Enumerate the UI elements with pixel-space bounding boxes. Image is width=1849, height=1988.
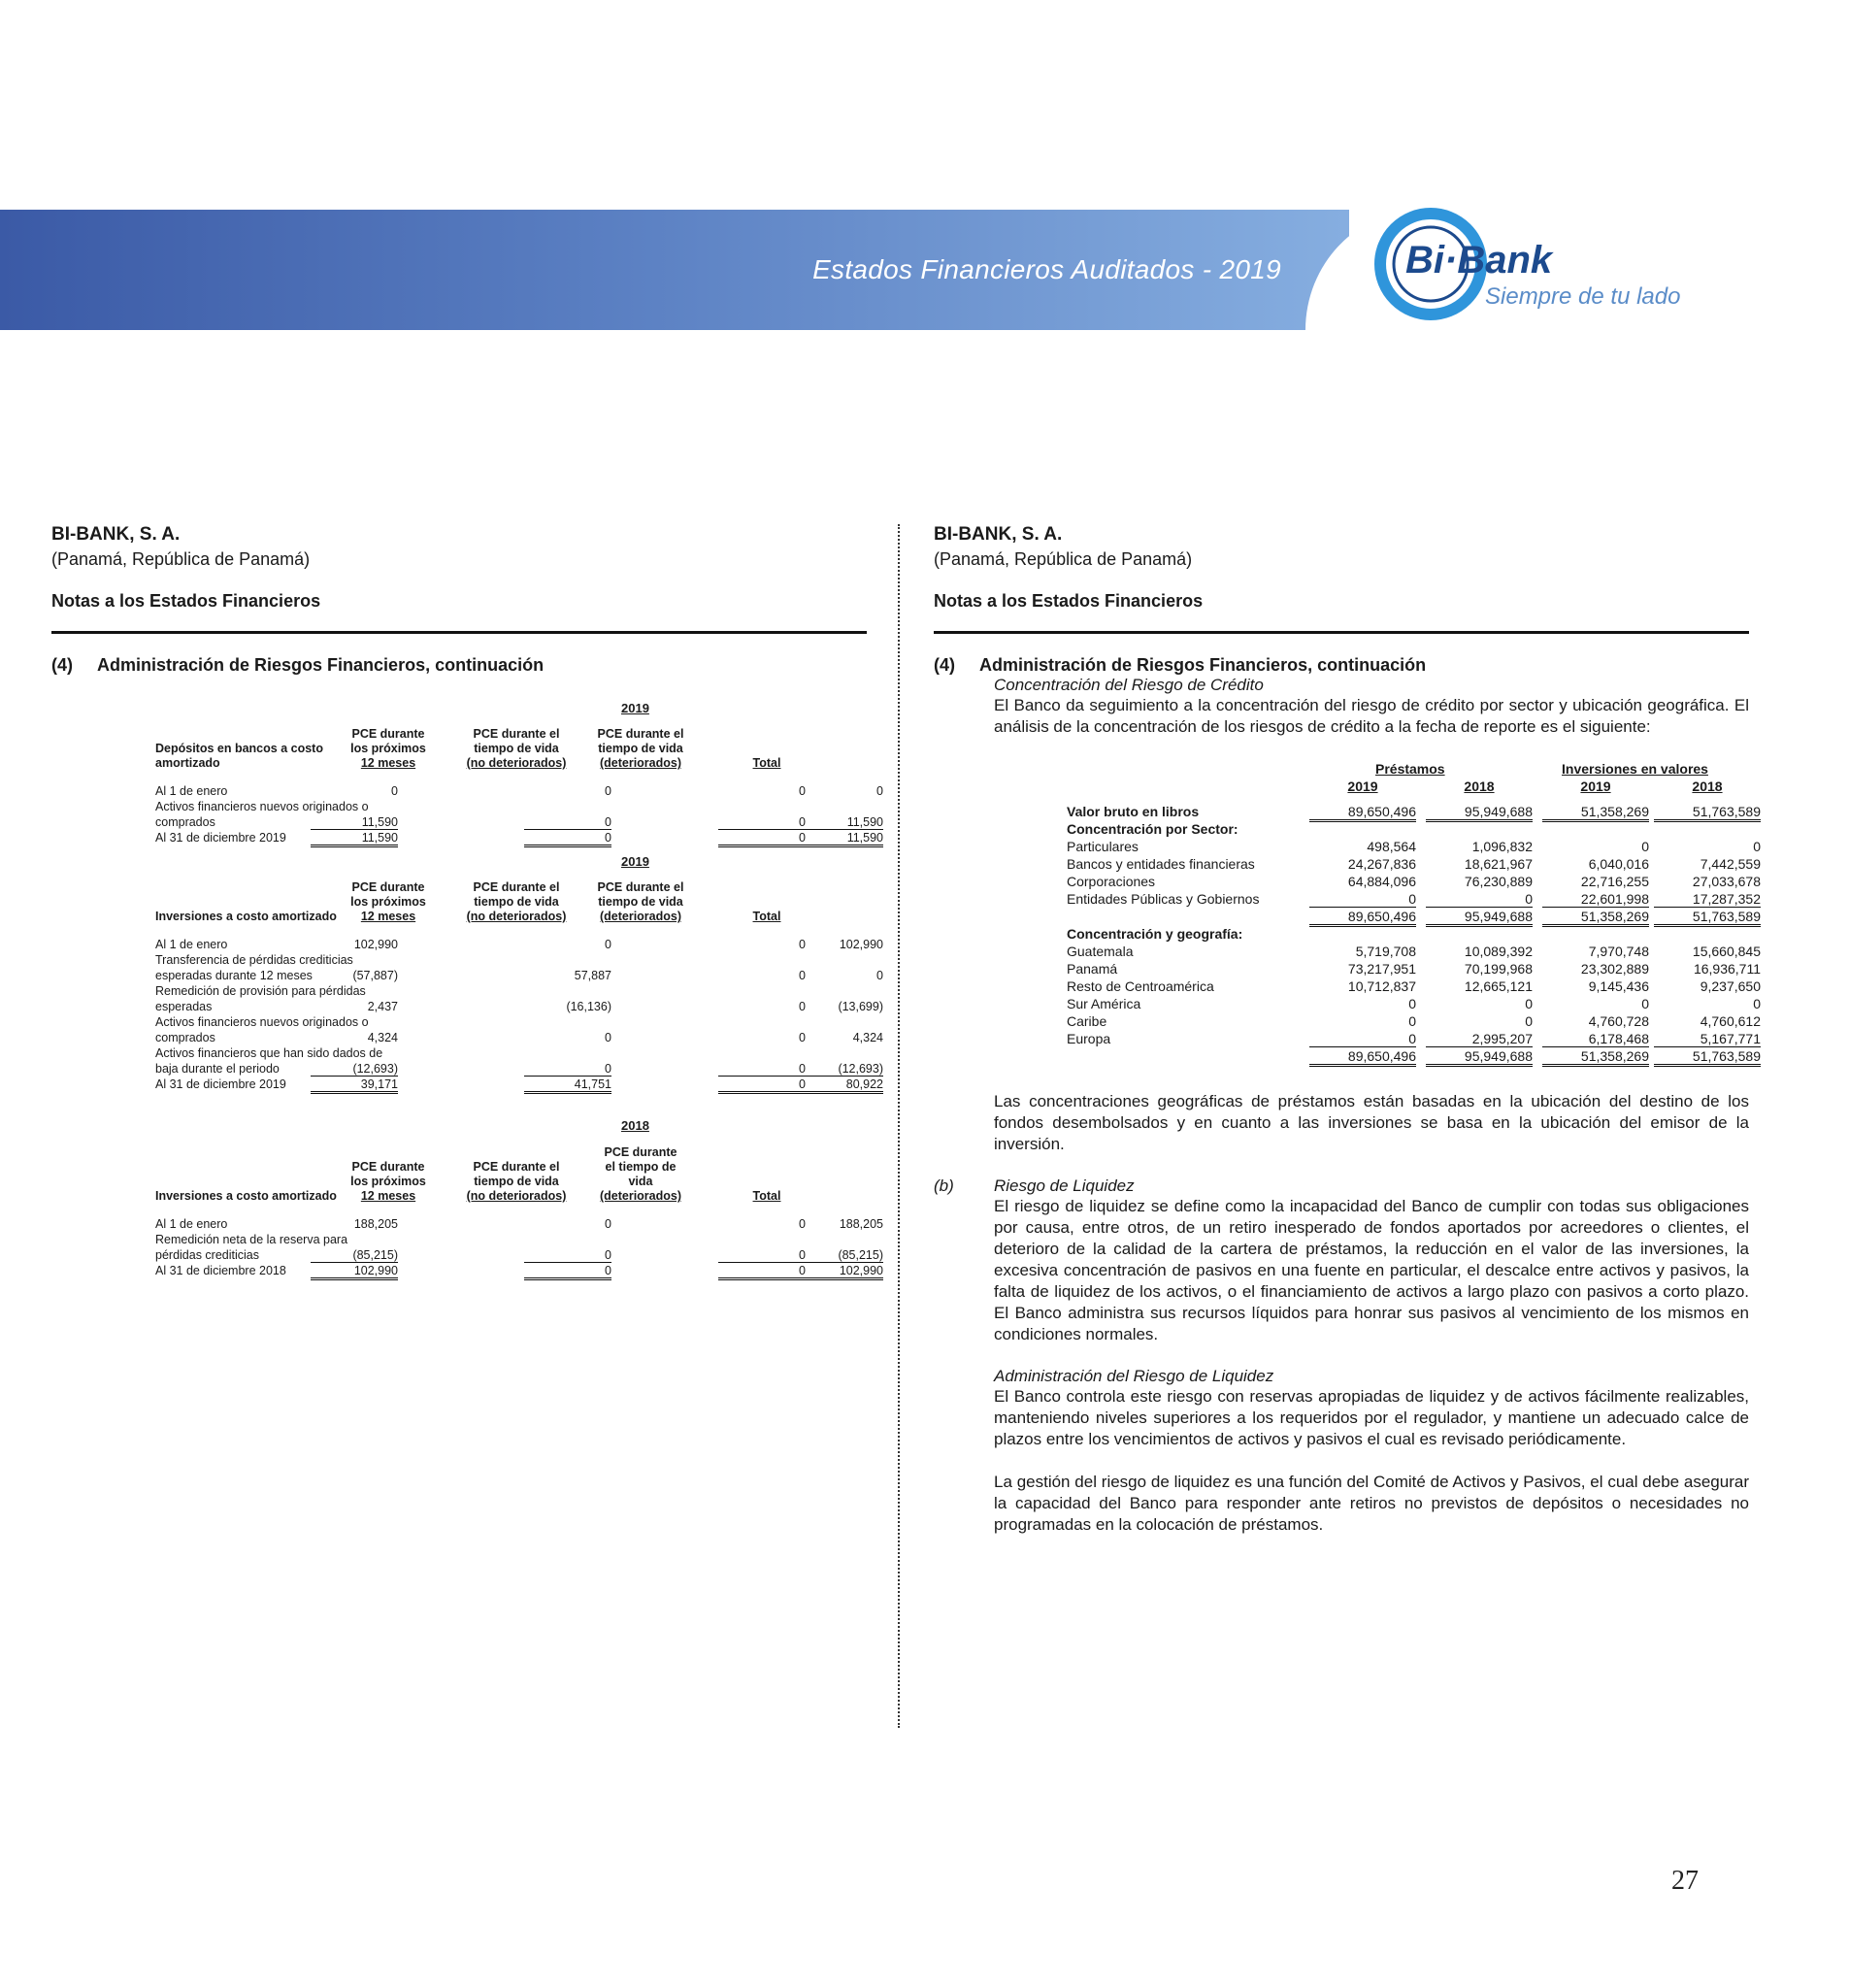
column-header-line: tiempo de vida <box>474 742 559 755</box>
row-value: 4,324 <box>852 1031 883 1044</box>
table-row <box>155 831 883 846</box>
table-row <box>155 1264 883 1279</box>
table-row <box>155 1062 883 1077</box>
row-label: Europa <box>1067 1031 1111 1046</box>
row-value: 51,763,589 <box>1654 804 1761 822</box>
table-row <box>1067 1031 1761 1048</box>
table-row <box>155 1233 874 1248</box>
table-header <box>155 854 874 928</box>
table-group-header <box>1067 761 1746 779</box>
row-value: 11,590 <box>796 815 883 830</box>
row-value: 51,358,269 <box>1542 1048 1649 1067</box>
table-spacer <box>155 1208 874 1217</box>
table-row <box>155 1248 883 1264</box>
table-row <box>155 1077 883 1093</box>
column-header-line: (no deteriorados) <box>466 910 567 923</box>
row-value: 0 <box>799 1000 806 1013</box>
row-value: 5,167,771 <box>1654 1031 1761 1047</box>
table-row <box>1067 891 1761 909</box>
row-value: 15,660,845 <box>1692 944 1761 959</box>
group-header-loans: Préstamos <box>1375 761 1445 777</box>
column-header-line: Total <box>752 756 781 770</box>
column-header-line: PCE durante el <box>473 1160 560 1174</box>
row-value: 95,949,688 <box>1426 804 1533 822</box>
row-label: Concentración y geografía: <box>1067 926 1243 942</box>
row-value: 6,040,016 <box>1588 856 1649 872</box>
column-header-total <box>728 756 806 771</box>
table-row <box>1067 874 1761 891</box>
row-value: 4,760,612 <box>1700 1013 1761 1029</box>
table-label-line: Inversiones a costo amortizado <box>155 910 337 923</box>
column-header <box>320 727 456 771</box>
right-page <box>934 524 1761 1536</box>
liquidity-title: Riesgo de Liquidez <box>994 1176 1135 1195</box>
table-year-header <box>1067 779 1746 804</box>
table-year: 2019 <box>621 701 649 715</box>
row-value: 0 <box>524 831 611 847</box>
row-value: 76,230,889 <box>1464 874 1533 889</box>
row-value: 7,970,748 <box>1588 944 1649 959</box>
banner-title: Estados Financieros Auditados - 2019 <box>812 254 1281 284</box>
table-row <box>1067 821 1746 839</box>
table-row <box>155 969 883 984</box>
table-investments-2019 <box>155 854 883 1093</box>
row-label: Al 31 de diciembre 2018 <box>155 1264 286 1277</box>
row-label: Sur América <box>1067 996 1141 1011</box>
table-row <box>155 953 874 969</box>
row-value: 22,716,255 <box>1580 874 1649 889</box>
row-value: 0 <box>605 784 611 798</box>
table-row <box>155 800 874 815</box>
column-header-line: PCE durante <box>604 1145 677 1159</box>
row-label: Activos financieros que han sido dados de <box>155 1046 383 1060</box>
row-value: 0 <box>1309 891 1416 908</box>
column-header <box>320 1160 456 1204</box>
column-header <box>573 1145 709 1204</box>
row-value: 102,990 <box>311 1264 398 1280</box>
row-value: 51,358,269 <box>1542 909 1649 927</box>
table-spacer <box>155 928 874 938</box>
company-name: BI-BANK, S. A. <box>934 524 1063 545</box>
table-row <box>155 1217 883 1233</box>
row-value: 89,650,496 <box>1309 804 1416 822</box>
year-header: 2018 <box>1692 779 1723 794</box>
column-header-line: tiempo de vida <box>598 895 683 909</box>
table-label <box>155 742 323 771</box>
notes-heading: Notas a los Estados Financieros <box>934 591 1204 611</box>
row-value: 0 <box>718 815 806 830</box>
section-title: Administración de Riesgos Financieros, continuación <box>97 655 545 675</box>
column-header-line: el tiempo de <box>605 1160 677 1174</box>
table-spacer <box>155 775 874 784</box>
row-value: 24,267,836 <box>1347 856 1416 872</box>
table-row <box>1067 961 1761 978</box>
row-value: 4,760,728 <box>1588 1013 1649 1029</box>
row-value: 498,564 <box>1367 839 1416 854</box>
row-value: 70,199,968 <box>1464 961 1533 977</box>
table-year: 2018 <box>621 1118 649 1133</box>
row-value: 0 <box>718 1248 806 1263</box>
row-value: 0 <box>391 784 398 798</box>
table-row <box>155 784 883 800</box>
column-header <box>448 880 584 924</box>
left-page <box>51 524 867 676</box>
row-value: 0 <box>1525 1013 1533 1029</box>
row-value: 0 <box>1309 1031 1416 1047</box>
column-header <box>448 727 584 771</box>
row-label: Al 31 de diciembre 2019 <box>155 831 286 845</box>
column-header-line: tiempo de vida <box>474 1175 559 1188</box>
table-row <box>1067 1048 1761 1066</box>
row-value: 0 <box>799 969 806 982</box>
column-header-line: (no deteriorados) <box>466 756 567 770</box>
row-value: 11,590 <box>796 831 883 847</box>
table-row <box>1067 978 1761 996</box>
row-value: 2,437 <box>367 1000 398 1013</box>
row-value: 73,217,951 <box>1347 961 1416 977</box>
column-header-line: PCE durante el <box>473 880 560 894</box>
column-header-line: PCE durante <box>351 727 425 741</box>
row-value: (57,887) <box>352 969 398 982</box>
company-location: (Panamá, República de Panamá) <box>934 549 1193 569</box>
column-header-line: 12 meses <box>360 756 416 770</box>
table-row <box>1067 996 1761 1013</box>
row-value: 95,949,688 <box>1426 1048 1533 1067</box>
row-label: esperadas <box>155 1000 213 1013</box>
row-value: 0 <box>524 815 611 830</box>
row-value: 0 <box>524 1248 611 1263</box>
row-value: (12,693) <box>311 1062 398 1077</box>
row-value: 0 <box>524 1264 611 1280</box>
row-value: 0 <box>799 1217 806 1231</box>
row-label: Particulares <box>1067 839 1139 854</box>
row-value: 41,751 <box>524 1077 611 1094</box>
row-label: Activos financieros nuevos originados o <box>155 800 369 813</box>
group-header-investments: Inversiones en valores <box>1562 761 1708 777</box>
page-divider <box>898 524 900 1728</box>
column-header-line: PCE durante <box>351 1160 425 1174</box>
column-header-line: (deteriorados) <box>599 756 682 770</box>
row-value: 80,922 <box>796 1077 883 1094</box>
column-header <box>320 880 456 924</box>
section-number: (4) <box>51 655 73 675</box>
row-label: pérdidas crediticias <box>155 1248 259 1262</box>
row-value: 5,719,708 <box>1355 944 1416 959</box>
row-label: comprados <box>155 1031 215 1044</box>
table-label <box>155 910 337 924</box>
row-label: Corporaciones <box>1067 874 1156 889</box>
year-header: 2018 <box>1464 779 1495 794</box>
row-label: Concentración por Sector: <box>1067 821 1238 837</box>
heading-rule <box>51 631 867 634</box>
column-header-line: los próximos <box>350 1175 426 1188</box>
table-row <box>1067 944 1761 961</box>
table-header <box>155 701 874 775</box>
row-label: Transferencia de pérdidas crediticias <box>155 953 353 967</box>
row-value: 89,650,496 <box>1309 1048 1416 1067</box>
table-row <box>1067 1013 1761 1031</box>
table-investments-2018 <box>155 1118 883 1279</box>
column-header-line: los próximos <box>350 895 426 909</box>
concentration-text: El Banco da seguimiento a la concentración del riesgo de crédito por sector y ubicación geográfica. El análisis de la concentración de los riesgos de crédito a la fecha de reporte es el siguiente: <box>994 696 1749 736</box>
row-value: 22,601,998 <box>1542 891 1649 908</box>
column-header-line: Total <box>752 1189 781 1203</box>
row-label: Bancos y entidades financieras <box>1067 856 1255 872</box>
row-value: 0 <box>605 1217 611 1231</box>
column-header-total <box>728 1189 806 1204</box>
row-value: 89,650,496 <box>1309 909 1416 927</box>
row-value: 10,089,392 <box>1464 944 1533 959</box>
row-value: 102,990 <box>796 1264 883 1280</box>
section-title: Administración de Riesgos Financieros, continuación <box>979 655 1427 675</box>
row-label: Valor bruto en libros <box>1067 804 1200 819</box>
row-value: 0 <box>1525 996 1533 1011</box>
section-heading <box>934 655 1749 676</box>
logo-tagline: Siempre de tu lado <box>1485 283 1681 310</box>
table-row <box>1067 909 1761 926</box>
row-label: Al 1 de enero <box>155 1217 228 1231</box>
table-row <box>155 1046 874 1062</box>
table-row <box>155 984 874 1000</box>
liquidity-admin-title: Administración del Riesgo de Liquidez <box>994 1367 1274 1385</box>
row-value: 0 <box>799 1031 806 1044</box>
row-value: 9,237,650 <box>1700 978 1761 994</box>
row-value: 51,763,589 <box>1654 909 1761 927</box>
column-header-line: tiempo de vida <box>598 742 683 755</box>
subsection-b-label: (b) <box>934 1176 954 1195</box>
table-row <box>1067 926 1746 944</box>
row-value: 1,096,832 <box>1471 839 1533 854</box>
row-label: baja durante el periodo <box>155 1062 280 1076</box>
column-header-line: 12 meses <box>360 910 416 923</box>
column-header-line: vida <box>628 1175 653 1188</box>
row-value: 0 <box>605 938 611 951</box>
column-header-line: 12 meses <box>360 1189 416 1203</box>
column-header-line: tiempo de vida <box>474 895 559 909</box>
row-value: 27,033,678 <box>1692 874 1761 889</box>
row-value: 9,145,436 <box>1588 978 1649 994</box>
column-header-line: los próximos <box>350 742 426 755</box>
row-value: 64,884,096 <box>1347 874 1416 889</box>
table-label-line: amortizado <box>155 756 220 770</box>
row-value: 0 <box>1753 996 1761 1011</box>
column-header-line: PCE durante el <box>597 880 684 894</box>
row-value: 11,590 <box>311 815 398 830</box>
row-value: 0 <box>876 969 883 982</box>
row-label: Al 1 de enero <box>155 784 228 798</box>
row-value: 0 <box>718 831 806 847</box>
column-header <box>448 1160 584 1204</box>
table-row <box>155 1015 874 1031</box>
row-value: 0 <box>1641 996 1649 1011</box>
row-value: 0 <box>524 1062 611 1077</box>
row-value: 0 <box>876 784 883 798</box>
row-value: 16,936,711 <box>1693 961 1761 977</box>
row-value: (85,215) <box>311 1248 398 1263</box>
column-header-line: Total <box>752 910 781 923</box>
row-value: 0 <box>1408 1013 1416 1029</box>
row-label: Remedición de provisión para pérdidas <box>155 984 366 998</box>
row-value: 51,358,269 <box>1542 804 1649 822</box>
table-label <box>155 1189 337 1204</box>
table-row <box>155 938 883 953</box>
row-label: Al 1 de enero <box>155 938 228 951</box>
column-header-line: (deteriorados) <box>599 910 682 923</box>
liquidity-management-text: La gestión del riesgo de liquidez es una función del Comité de Activos y Pasivos, el cual debe asegurar la capacidad del Banco para responder ante retiros no previstos de depósitos o necesidades no programadas en la colocación de préstamos. <box>994 1473 1749 1534</box>
row-value: 2,995,207 <box>1426 1031 1533 1047</box>
row-value: 0 <box>1408 996 1416 1011</box>
concentration-title: Concentración del Riesgo de Crédito <box>994 676 1264 694</box>
section-number: (4) <box>934 655 955 675</box>
row-label: Remedición neta de la reserva para <box>155 1233 348 1246</box>
column-header-total <box>728 910 806 924</box>
year-header: 2019 <box>1347 779 1378 794</box>
table-header <box>155 1118 874 1208</box>
page-number: 27 <box>1671 1866 1699 1896</box>
row-value: 0 <box>799 784 806 798</box>
row-value: 0 <box>1753 839 1761 854</box>
row-value: 10,712,837 <box>1347 978 1416 994</box>
row-value: 23,302,889 <box>1580 961 1649 977</box>
section-heading <box>51 655 867 676</box>
row-value: 0 <box>605 1031 611 1044</box>
row-value: 0 <box>718 1264 806 1280</box>
row-value: 102,990 <box>353 938 398 951</box>
row-value: 0 <box>718 1077 806 1094</box>
row-label: Al 31 de diciembre 2019 <box>155 1077 286 1091</box>
company-location: (Panamá, República de Panamá) <box>51 549 311 569</box>
row-value: 95,949,688 <box>1426 909 1533 927</box>
row-value: 12,665,121 <box>1464 978 1533 994</box>
row-label: Resto de Centroamérica <box>1067 978 1214 994</box>
row-value: 102,990 <box>839 938 883 951</box>
column-header-line: PCE durante <box>351 880 425 894</box>
logo-text: Bi·Bank <box>1405 239 1553 282</box>
row-value: 17,287,352 <box>1654 891 1761 908</box>
row-value: 57,887 <box>574 969 611 982</box>
row-value: 0 <box>799 938 806 951</box>
column-header-line: PCE durante el <box>473 727 560 741</box>
row-value: (85,215) <box>796 1248 883 1263</box>
table-row <box>155 1000 883 1015</box>
row-value: 7,442,559 <box>1700 856 1761 872</box>
row-value: 0 <box>1641 839 1649 854</box>
row-value: 0 <box>718 1062 806 1077</box>
column-header <box>573 880 709 924</box>
row-label: Panamá <box>1067 961 1118 977</box>
row-label: esperadas durante 12 meses <box>155 969 313 982</box>
row-value: (16,136) <box>566 1000 611 1013</box>
geo-text: Las concentraciones geográficas de préstamos están basadas en la ubicación del destino de los fondos desembolsados y en cuanto a las inversiones se basa en la ubicación del emisor de la inversión. <box>994 1092 1749 1153</box>
table-row <box>1067 839 1761 856</box>
row-value: 188,205 <box>353 1217 398 1231</box>
table-row <box>1067 804 1761 821</box>
table-row <box>155 1031 883 1046</box>
row-value: 51,763,589 <box>1654 1048 1761 1067</box>
liquidity-text: El riesgo de liquidez se define como la incapacidad del Banco de cumplir con todas sus obligaciones por causa, entre otros, de un retiro inesperado de fondos aportados por acreedores o clientes, el deterioro de la calidad de la cartera de préstamos, la reducción en el valor de las inversiones, la excesiva concentración de pasivos en una fuente en particular, el descalce entre activos y pasivos, la falta de liquidez de los activos, o el financiamiento de activos a largo plazo con pasivos a corto plazo. El Banco administra sus recursos líquidos para honrar sus pasivos al vencimiento de los mismos en condiciones normales. <box>994 1197 1749 1343</box>
company-name: BI-BANK, S. A. <box>51 524 181 545</box>
row-value: (13,699) <box>838 1000 883 1013</box>
table-row <box>1067 856 1761 874</box>
row-label: Guatemala <box>1067 944 1134 959</box>
notes-heading: Notas a los Estados Financieros <box>51 591 321 611</box>
row-label: Activos financieros nuevos originados o <box>155 1015 369 1029</box>
column-header-line: (deteriorados) <box>599 1189 682 1203</box>
row-value: 18,621,967 <box>1464 856 1533 872</box>
column-header <box>573 727 709 771</box>
row-value: 39,171 <box>311 1077 398 1094</box>
heading-rule <box>934 631 1749 634</box>
row-label: Caribe <box>1067 1013 1107 1029</box>
table-row <box>155 815 883 831</box>
credit-concentration-table <box>1067 761 1761 1066</box>
row-label: Entidades Públicas y Gobiernos <box>1067 891 1260 907</box>
row-value: 0 <box>1426 891 1533 908</box>
table-year: 2019 <box>621 854 649 869</box>
table-label-line: Inversiones a costo amortizado <box>155 1189 337 1203</box>
year-header: 2019 <box>1580 779 1611 794</box>
row-label: comprados <box>155 815 215 829</box>
liquidity-admin-text: El Banco controla este riesgo con reservas apropiadas de liquidez y de activos fácilmente realizables, manteniendo niveles superiores a los requeridos por el regulador, y mantiene un adecuado calce de plazos entre los vencimientos de activos y pasivos el cual es revisado periódicamente. <box>994 1387 1749 1448</box>
row-value: 11,590 <box>311 831 398 847</box>
row-value: 188,205 <box>839 1217 883 1231</box>
row-value: (12,693) <box>796 1062 883 1077</box>
table-deposits-2019 <box>155 701 883 846</box>
table-label-line: Depósitos en bancos a costo <box>155 742 323 755</box>
row-value: 6,178,468 <box>1542 1031 1649 1047</box>
column-header-line: PCE durante el <box>597 727 684 741</box>
row-value: 4,324 <box>367 1031 398 1044</box>
column-header-line: (no deteriorados) <box>466 1189 567 1203</box>
